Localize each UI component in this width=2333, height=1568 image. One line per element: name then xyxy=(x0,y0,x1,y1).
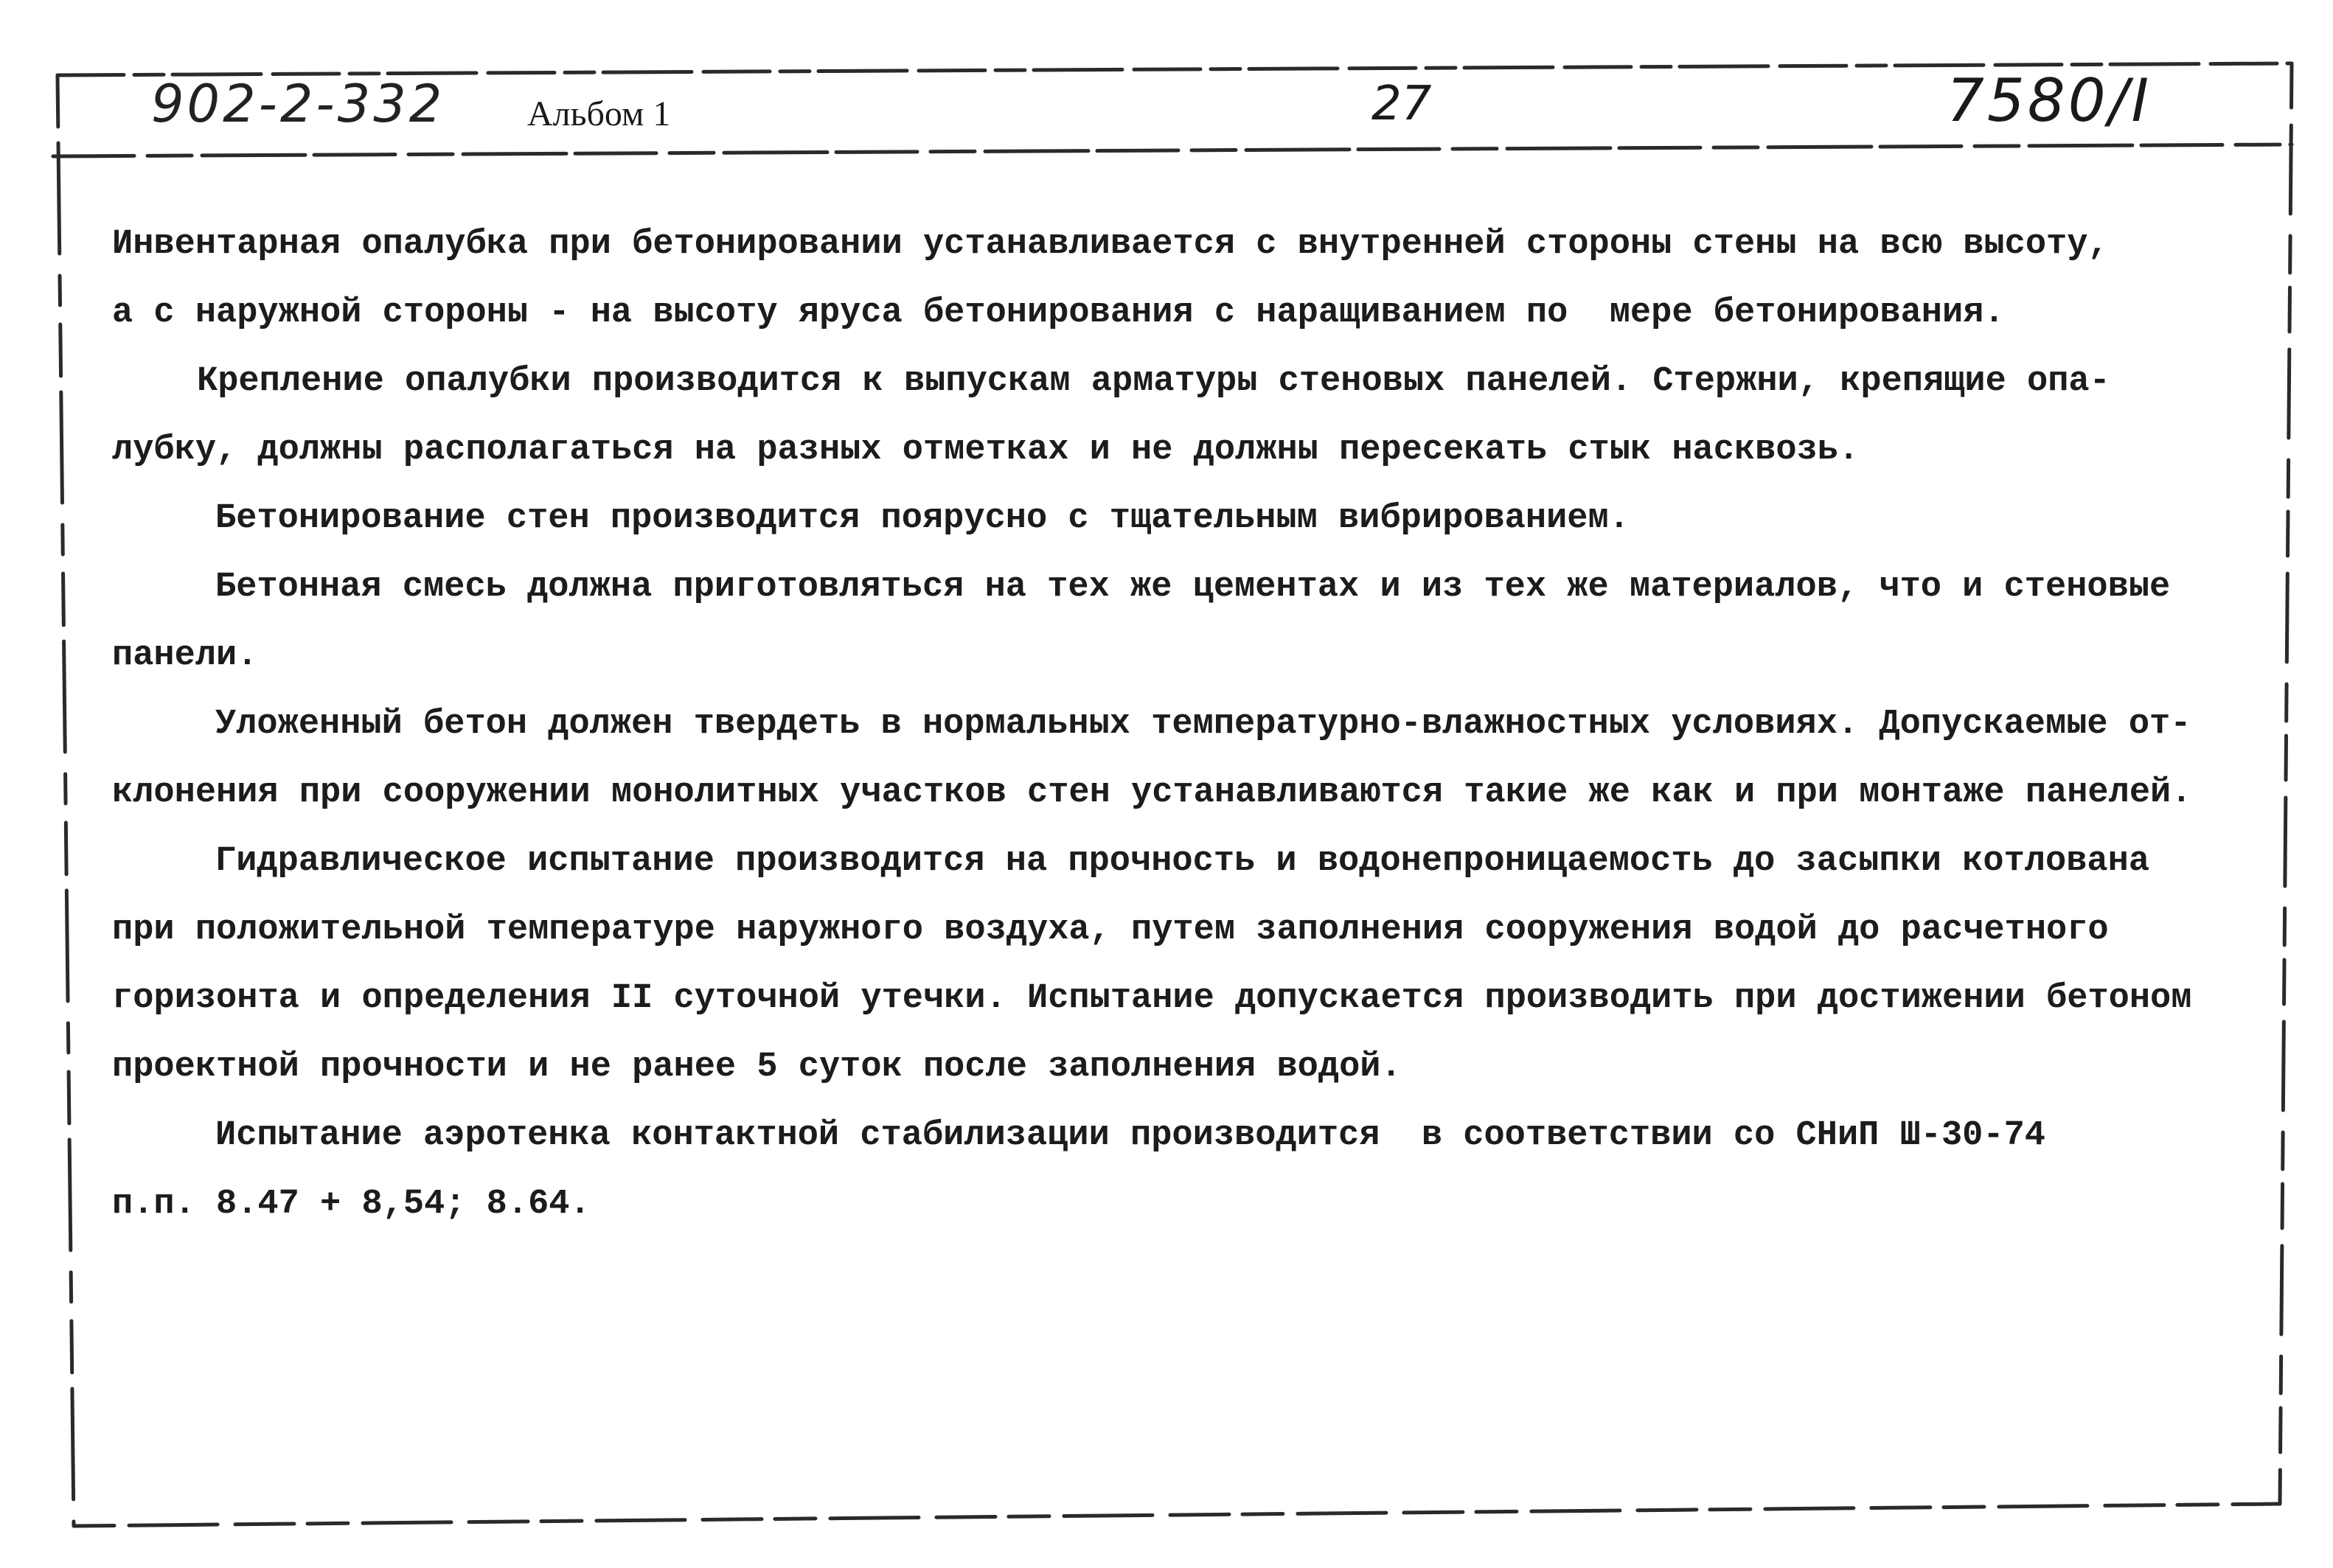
document-body xyxy=(112,210,2265,1238)
text-line: горизонта и определения II суточной утечки. Испытание допускается производить при достижении бетоном xyxy=(112,979,2192,1018)
text-line: при положительной температуре наружного воздуха, путем заполнения сооружения водой до расчетного xyxy=(112,910,2109,949)
text-line: п.п. 8.47 + 8,54; 8.64. xyxy=(112,1185,591,1224)
text-line: Испытание аэротенка контактной стабилизации производится в соответствии со СНиП Ш-30-74 xyxy=(215,1116,2046,1155)
text-line: лубку, должны располагаться на разных отметках и не должны пересекать стык насквозь. xyxy=(112,431,1860,470)
text-line: Уложенный бетон должен твердеть в нормальных температурно-влажностных условиях. Допускаемые от- xyxy=(215,705,2191,744)
sheet-number: 7580/I xyxy=(1947,66,2152,135)
text-line: а с наружной стороны - на высоту яруса бетонирования с наращиванием по мере бетонирования. xyxy=(112,293,2005,332)
text-line: Гидравлическое испытание производится на прочность и водонепроницаемость до засыпки котлована xyxy=(215,842,2150,881)
text-line: Инвентарная опалубка при бетонировании устанавливается с внутренней стороны стены на всю высоту, xyxy=(112,225,2109,264)
text-line: клонения при сооружении монолитных участков стен устанавливаются такие же как и при монтаже панелей. xyxy=(112,773,2192,812)
page-number: 27 xyxy=(1371,77,1432,131)
text-line: Бетонная смесь должна приготовляться на тех же цементах и из тех же материалов, что и стеновые xyxy=(215,568,2171,607)
document-code: 902-2-332 xyxy=(151,74,445,134)
text-line: панели. xyxy=(112,636,258,675)
text-line: проектной прочности и не ранее 5 суток после заполнения водой. xyxy=(112,1048,1402,1087)
text-line: Крепление опалубки производится к выпускам арматуры стеновых панелей. Стержни, крепящие опа- xyxy=(197,362,2110,401)
text-line: Бетонирование стен производится поярусно с тщательным вибрированием. xyxy=(215,499,1630,538)
album-label: Альбом 1 xyxy=(527,94,671,133)
